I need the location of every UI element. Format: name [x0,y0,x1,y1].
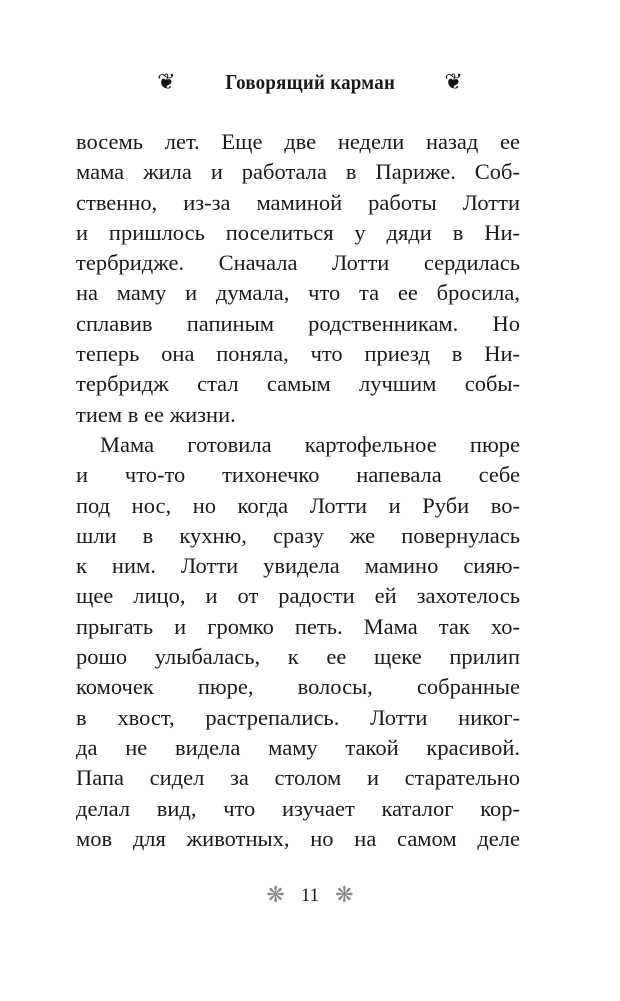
text-line: теперь она поняла, что приезд в Ни- [76,341,520,367]
text-line: тербридже. Сначала Лотти сердилась [76,250,520,276]
text-line: Мама готовила картофельное пюре [100,431,520,457]
text-line: на маму и думала, что та ее бросила, [76,280,520,306]
text-line: прыгать и громко петь. Мама так хо- [76,613,520,639]
mouse-ornament-icon: ❦ [157,69,176,95]
text-line: и пришлось поселиться у дяди в Ни- [76,219,520,245]
book-title: Говорящий карман [225,70,395,94]
text-line: тербридж стал самым лучшим собы- [76,371,520,397]
page-footer [0,883,620,908]
text-line: в хвост, растрепались. Лотти никог- [76,704,520,730]
text-line: и что-то тихонечко напевала себе [76,462,520,488]
text-line: мов для животных, но на самом деле [76,825,520,851]
text-line: к ним. Лотти увидела мамино сияю- [76,553,520,579]
text-line: восемь лет. Еще две недели назад ее [76,129,520,154]
text-line: комочек пюре, волосы, собранные [76,674,520,700]
text-line: тием в ее жизни. [76,401,236,427]
body-text [76,127,520,854]
text-line: да не видела маму такой красивой. [76,734,520,760]
page-number: 11 [300,884,320,906]
star-ornament-icon: ❋ [335,883,354,908]
text-line: Папа сидел за столом и старательно [76,765,520,791]
text-line: мама жила и работала в Париже. Соб- [76,159,520,185]
running-header [0,70,620,95]
mouse-ornament-icon: ❦ [444,69,463,95]
star-ornament-icon: ❋ [266,883,285,908]
text-line: ственно, из-за маминой работы Лотти [76,189,520,215]
text-line: щее лицо, и от радости ей захотелось [76,583,520,609]
text-line: рошо улыбалась, к ее щеке прилип [76,644,520,670]
text-line: под нос, но когда Лотти и Руби во- [76,492,520,518]
text-line: сплавив папиным родственникам. Но [76,310,520,336]
text-line: делал вид, что изучает каталог кор- [76,795,520,821]
text-line: шли в кухню, сразу же повернулась [76,522,520,548]
